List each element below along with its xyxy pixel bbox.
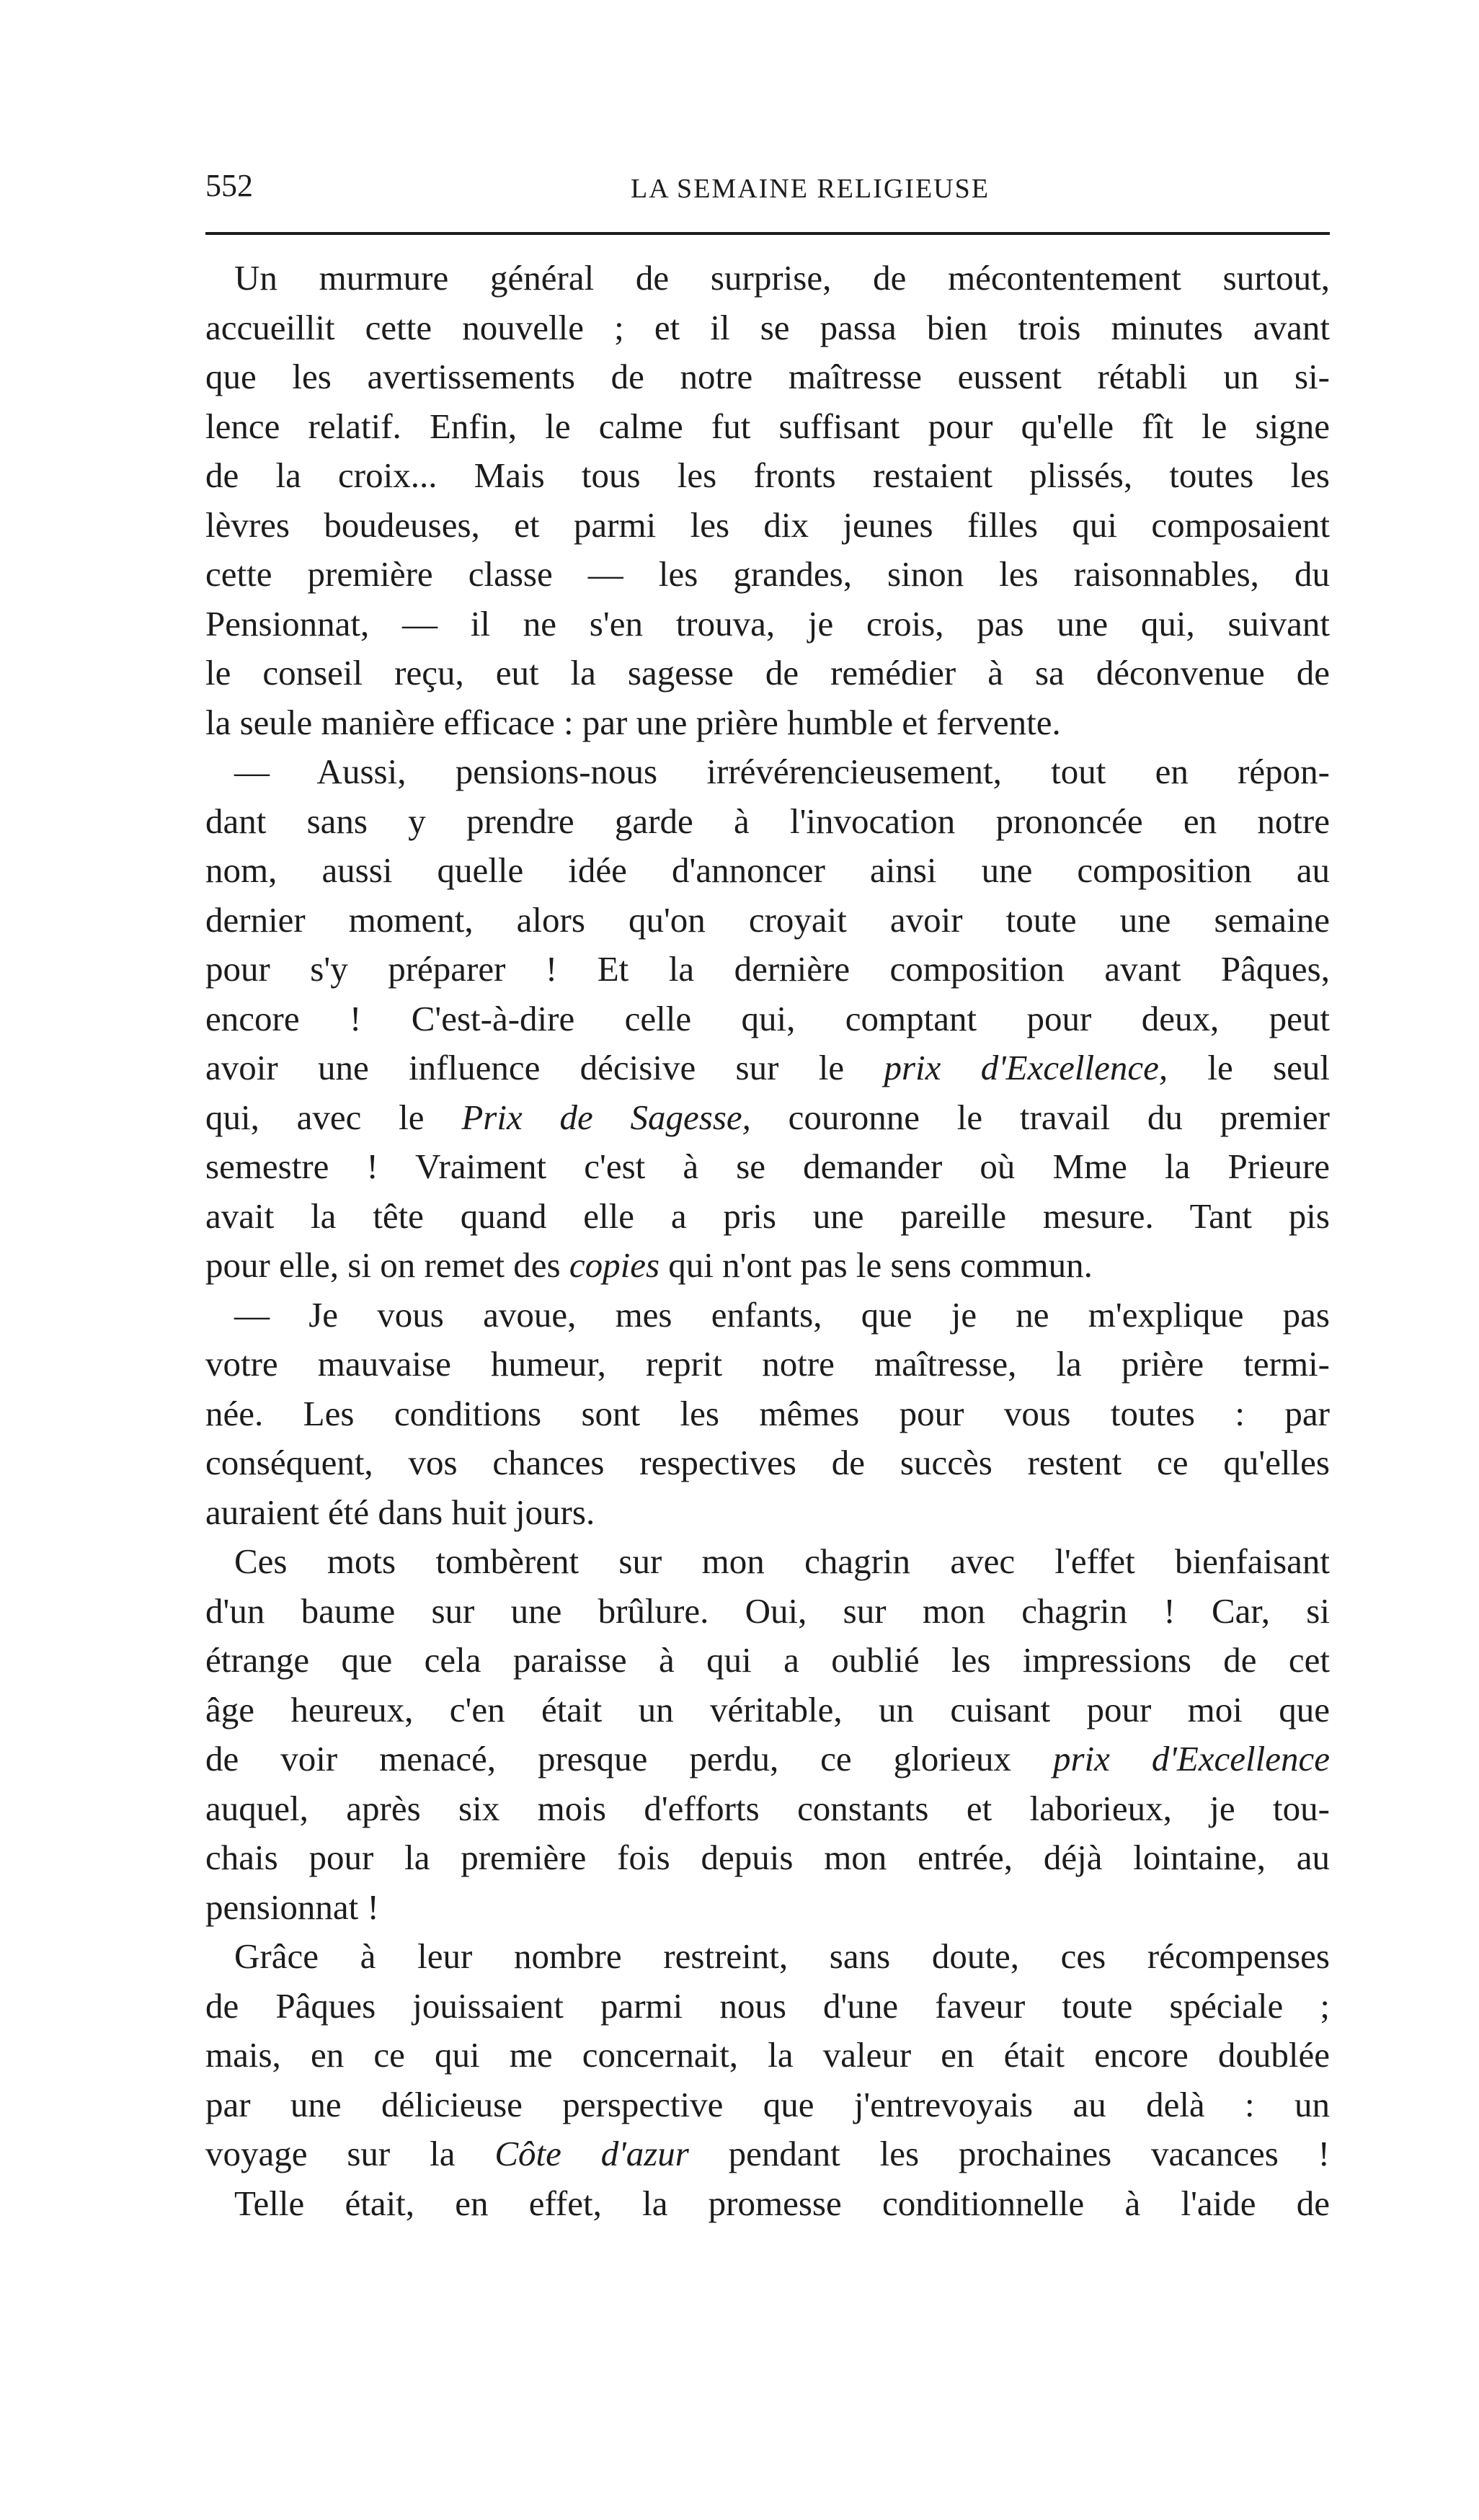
text-line xyxy=(205,1043,1330,1093)
text-line xyxy=(205,1537,1330,1587)
line-italic-text: Prix de Sagesse, xyxy=(461,1097,751,1137)
text-line xyxy=(205,846,1330,896)
text-line xyxy=(205,2080,1330,2130)
line-text: cette première classe — les grandes, sinon les raisonnables, du xyxy=(205,554,1330,594)
text-line xyxy=(205,501,1330,551)
text-line xyxy=(205,1833,1330,1883)
text-line xyxy=(205,2031,1330,2080)
line-text: Ces mots tombèrent sur mon chagrin avec l'effet bienfaisant xyxy=(234,1541,1330,1581)
line-text: chais pour la première fois depuis mon entrée, déjà lointaine, au xyxy=(205,1838,1330,1877)
text-line xyxy=(205,1093,1330,1143)
line-text-after: qui n'ont pas le sens commun. xyxy=(659,1245,1093,1285)
text-line xyxy=(205,945,1330,994)
text-line xyxy=(205,698,1330,748)
text-line xyxy=(205,1438,1330,1488)
body-text xyxy=(205,254,1330,2228)
line-text: avoir une influence décisive sur le xyxy=(205,1048,884,1087)
text-line xyxy=(205,600,1330,649)
text-line xyxy=(205,352,1330,402)
line-text-after: couronne le travail du premier xyxy=(750,1097,1330,1137)
line-text: pour elle, si on remet des xyxy=(205,1245,569,1285)
text-line xyxy=(205,1488,1330,1538)
line-text: encore ! C'est-à-dire celle qui, comptant pour deux, peut xyxy=(205,998,1330,1038)
line-italic-text: Côte d'azur xyxy=(494,2134,689,2173)
text-line xyxy=(205,254,1330,303)
running-title: LA SEMAINE RELIGIEUSE xyxy=(631,174,990,204)
text-line xyxy=(205,1883,1330,1933)
line-text: conséquent, vos chances respectives de succès restent ce qu'elles xyxy=(205,1443,1330,1482)
text-line xyxy=(205,649,1330,698)
text-line xyxy=(205,1636,1330,1686)
line-text: — Aussi, pensions-nous irrévérencieusement, tout en répon- xyxy=(234,752,1330,791)
page-header xyxy=(205,164,1330,229)
page-number: 552 xyxy=(205,168,253,203)
line-text: Telle était, en effet, la promesse conditionnelle à l'aide de xyxy=(234,2183,1330,2223)
line-text: de la croix... Mais tous les fronts restaient plissés, toutes les xyxy=(205,455,1330,495)
text-line xyxy=(205,1389,1330,1439)
line-text: âge heureux, c'en était un véritable, un cuisant pour moi que xyxy=(205,1689,1330,1729)
text-line xyxy=(205,402,1330,452)
line-text-after: pendant les prochaines vacances ! xyxy=(688,2134,1330,2173)
line-text: dernier moment, alors qu'on croyait avoir toute une semaine xyxy=(205,899,1330,940)
line-text: Grâce à leur nombre restreint, sans doute, ces récompenses xyxy=(234,1936,1330,1976)
text-line xyxy=(205,1982,1330,2031)
line-text: de Pâques jouissaient parmi nous d'une faveur toute spéciale ; xyxy=(205,1985,1330,2026)
line-text: le conseil reçu, eut la sagesse de remédier à sa déconvenue de xyxy=(205,653,1330,693)
text-line xyxy=(205,1340,1330,1389)
text-line xyxy=(205,1735,1330,1784)
text-line xyxy=(205,550,1330,600)
text-line xyxy=(205,1686,1330,1735)
text-line xyxy=(205,1142,1330,1192)
line-text: lence relatif. Enfin, le calme fut suffisant pour qu'elle fît le signe xyxy=(205,406,1330,446)
text-line xyxy=(205,303,1330,353)
text-line xyxy=(205,1784,1330,1834)
line-italic-text: prix d'Excellence xyxy=(1052,1739,1331,1778)
text-line xyxy=(205,1587,1330,1637)
line-text: nom, aussi quelle idée d'annoncer ainsi une composition au xyxy=(205,850,1330,890)
text-line xyxy=(205,451,1330,501)
line-text: auquel, après six mois d'efforts constants et laborieux, je tou- xyxy=(205,1788,1330,1828)
text-line xyxy=(205,2179,1330,2229)
line-italic-text: prix d'Excellence, xyxy=(884,1048,1168,1087)
line-text: semestre ! Vraiment c'est à se demander où Mme la Prieure xyxy=(205,1147,1330,1186)
line-text: née. Les conditions sont les mêmes pour vous toutes : par xyxy=(205,1393,1330,1433)
line-text: mais, en ce qui me concernait, la valeur en était encore doublée xyxy=(205,2035,1330,2075)
line-text: pour s'y préparer ! Et la dernière composition avant Pâques, xyxy=(205,949,1330,989)
line-text: auraient été dans huit jours. xyxy=(205,1492,595,1532)
line-text: lèvres boudeuses, et parmi les dix jeunes filles qui composaient xyxy=(205,504,1330,545)
line-text: accueillit cette nouvelle ; et il se passa bien trois minutes avant xyxy=(205,307,1330,347)
line-text: avait la tête quand elle a pris une pareille mesure. Tant pis xyxy=(205,1196,1330,1236)
text-line xyxy=(205,1192,1330,1242)
text-line xyxy=(205,797,1330,847)
line-text: pensionnat ! xyxy=(205,1887,379,1927)
text-line xyxy=(205,2129,1330,2179)
line-text: par une délicieuse perspective que j'entrevoyais au delà : un xyxy=(205,2084,1330,2124)
line-text: voyage sur la xyxy=(205,2134,495,2173)
text-line xyxy=(205,747,1330,797)
line-text: qui, avec le xyxy=(205,1097,462,1137)
line-text-after: le seul xyxy=(1168,1048,1331,1087)
text-line xyxy=(205,1241,1330,1291)
line-text: votre mauvaise humeur, reprit notre maîtresse, la prière termi- xyxy=(205,1344,1330,1384)
line-text: que les avertissements de notre maîtresse eussent rétabli un si- xyxy=(205,357,1330,396)
text-line xyxy=(205,994,1330,1044)
text-line xyxy=(205,1932,1330,1982)
text-line xyxy=(205,1291,1330,1340)
line-text: dant sans y prendre garde à l'invocation prononcée en notre xyxy=(205,801,1330,841)
line-text: étrange que cela paraisse à qui a oublié les impressions de cet xyxy=(205,1640,1330,1680)
header-rule xyxy=(205,232,1330,235)
line-text: Un murmure général de surprise, de mécontentement surtout, xyxy=(234,258,1330,298)
line-italic-text: copies xyxy=(569,1245,660,1285)
line-text: de voir menacé, presque perdu, ce glorieux xyxy=(205,1739,1053,1778)
line-text: — Je vous avoue, mes enfants, que je ne m'explique pas xyxy=(234,1294,1330,1335)
line-text: Pensionnat, — il ne s'en trouva, je crois, pas une qui, suivant xyxy=(205,603,1330,644)
line-text: la seule manière efficace : par une prière humble et fervente. xyxy=(205,702,1061,742)
text-line xyxy=(205,896,1330,945)
line-text: d'un baume sur une brûlure. Oui, sur mon chagrin ! Car, si xyxy=(205,1590,1330,1631)
